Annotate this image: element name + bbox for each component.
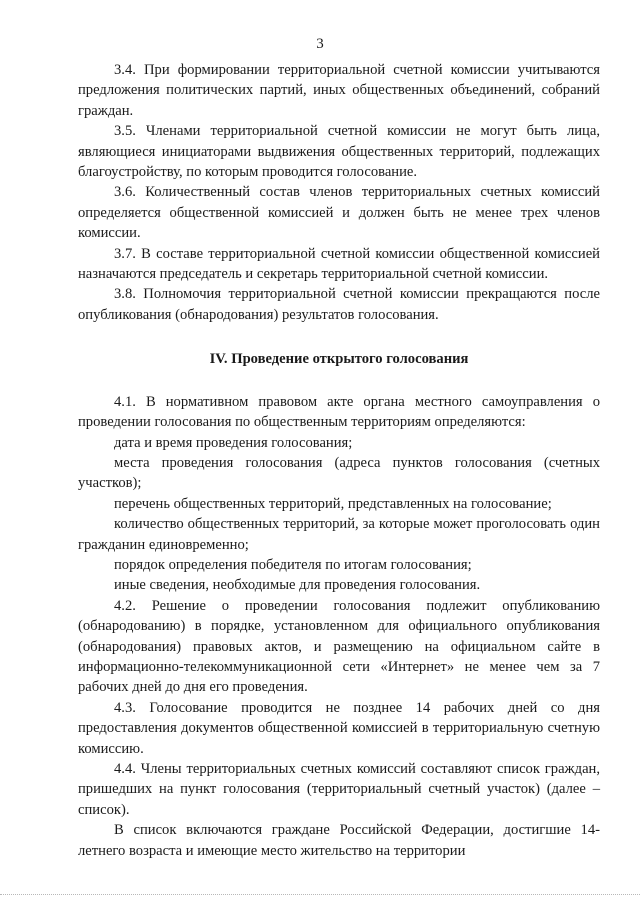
list-item-count: количество общественных территорий, за которые может проголосовать один гражданин единовременно; <box>78 516 600 553</box>
page-number: 3 <box>316 36 324 52</box>
paragraph-3-5: 3.5. Членами территориальной счетной комиссии не могут быть лица, являющиеся инициаторами выдвижения общественных территорий, подлежащих благоустройству, по которым проводится голосование. <box>78 123 600 181</box>
list-item-places: места проведения голосования (адреса пунктов голосования (счетных участков); <box>78 454 600 492</box>
section-heading: IV. Проведение открытого голосования <box>209 351 469 368</box>
paragraph-voter-list: В список включаются граждане Российской Федерации, достигшие 14-летнего возраста и имеющие место жительство на территории <box>78 822 600 859</box>
paragraph-4-4: 4.4. Члены территориальных счетных комиссий составляют список граждан, пришедших на пункт голосования (территориальный счетный участок) (далее – список). <box>78 761 600 818</box>
paragraph-3-4: 3.4. При формировании территориальной счетной комиссии учитываются предложения политических партий, иных общественных объединений, собраний граждан. <box>78 62 600 119</box>
list-item-territories: перечень общественных территорий, представленных на голосование; <box>114 495 552 512</box>
paragraph-4-1: 4.1. В нормативном правовом акте органа местного самоуправления о проведении голосования по общественным территориям определяются: <box>78 393 600 431</box>
paragraph-3-6: 3.6. Количественный состав членов территориальных счетных комиссий определяется общественной комиссией и должен быть не менее трех членов комиссии. <box>78 184 600 242</box>
paragraph-4-2: 4.2. Решение о проведении голосования подлежит опубликованию (обнародованию) в порядке, установленном для официального опубликования (обнародования) правовых актов, и размещению на официальном сайте в информационно-телекоммуникационной сети «Интернет» не менее чем за 7 рабочих дней до дня его проведения. <box>78 597 600 696</box>
list-item-other-info: иные сведения, необходимые для проведения голосования. <box>114 577 481 594</box>
paragraph-4-3: 4.3. Голосование проводится не позднее 14 рабочих дней со дня предоставления документов общественной комиссией в территориальную счетную комиссию. <box>78 699 600 757</box>
list-item-winner-order: порядок определения победителя по итогам голосования; <box>114 556 472 573</box>
paragraph-3-8: 3.8. Полномочия территориальной счетной комиссии прекращаются после опубликования (обнародования) результатов голосования. <box>78 286 600 323</box>
document-body <box>78 60 600 861</box>
list-item-date-time: дата и время проведения голосования; <box>114 434 353 451</box>
scan-edge-line <box>0 894 640 895</box>
paragraph-3-7: 3.7. В составе территориальной счетной комиссии общественной комиссией назначаются председатель и секретарь территориальной счетной комиссии. <box>78 245 600 283</box>
